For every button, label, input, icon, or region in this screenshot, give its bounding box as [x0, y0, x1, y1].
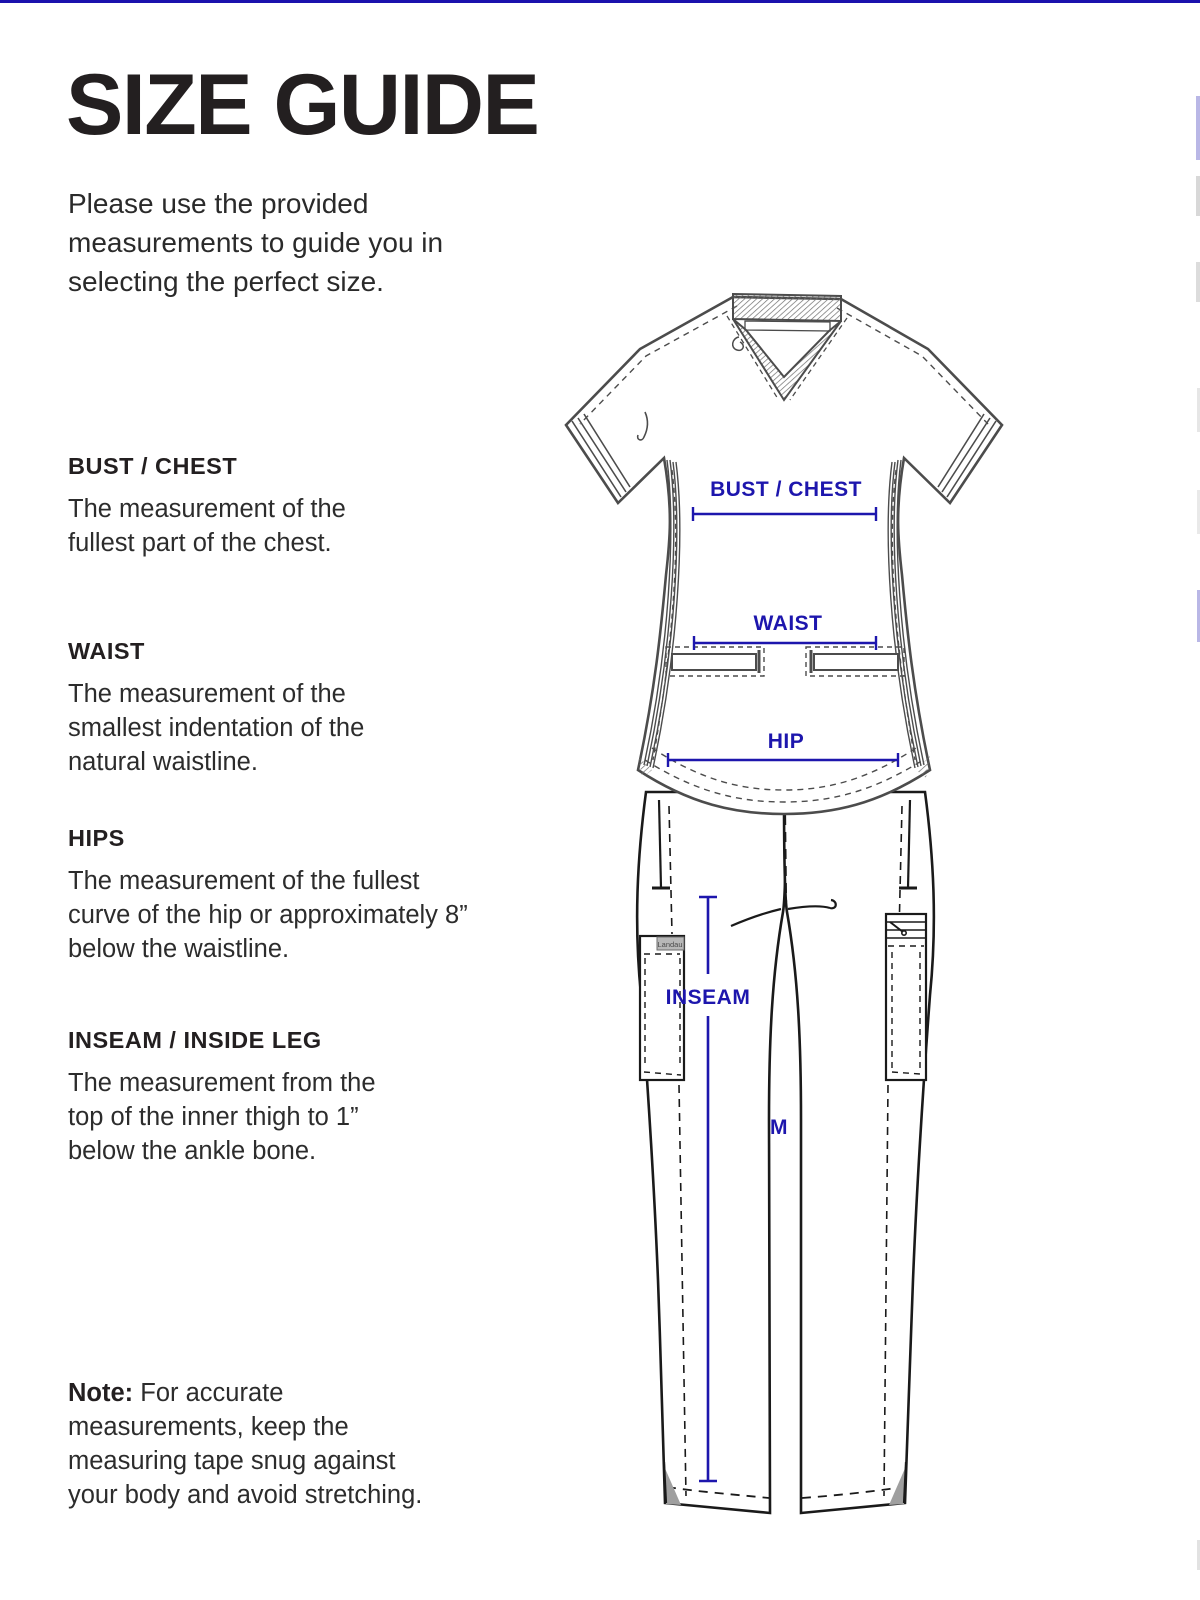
hip-measure-label: HIP — [767, 730, 805, 753]
pants-left-leg — [637, 792, 786, 1513]
size-indicator-label: M — [770, 1116, 788, 1139]
note-label: Note: — [68, 1379, 134, 1407]
inseam-measure-label: INSEAM — [665, 986, 751, 1009]
intro-text: Please use the provided measurements to guide you in selecting the perfect size. — [68, 188, 444, 297]
note-text — [68, 1376, 430, 1512]
edge-artifact — [1196, 96, 1200, 160]
edge-artifact — [1196, 262, 1200, 302]
section-inseam — [68, 1026, 416, 1168]
section-body: The measurement of the smallest indentation of the natural waistline. — [68, 680, 365, 776]
section-body: The measurement of the fullest part of the chest. — [68, 495, 346, 557]
bust-measure-label: BUST / CHEST — [710, 478, 862, 501]
edge-artifact — [1196, 176, 1200, 216]
top-border — [0, 0, 1200, 3]
right-cargo-pocket — [886, 914, 926, 1080]
section-bust-chest — [68, 452, 383, 560]
scrub-pants-drawing — [637, 792, 934, 1513]
section-heading: BUST / CHEST — [68, 453, 238, 479]
section-waist — [68, 637, 400, 779]
size-diagram — [540, 282, 1010, 1522]
section-heading: INSEAM / INSIDE LEG — [68, 1027, 322, 1053]
section-body: The measurement from the top of the inner thigh to 1” below the ankle bone. — [68, 1069, 376, 1165]
section-hips — [68, 824, 468, 966]
section-heading: HIPS — [68, 825, 125, 851]
pocket-brand-tag: Landau — [657, 940, 683, 949]
waist-measure-label: WAIST — [753, 612, 823, 635]
section-heading: WAIST — [68, 638, 145, 664]
page-title: SIZE GUIDE — [66, 57, 539, 153]
section-body: The measurement of the fullest curve of the hip or approximately 8” below the waistline. — [68, 867, 468, 963]
note-body: For accurate measurements, keep the measuring tape snug against your body and avoid stretching. — [68, 1379, 423, 1509]
pants-right-leg — [784, 792, 934, 1513]
